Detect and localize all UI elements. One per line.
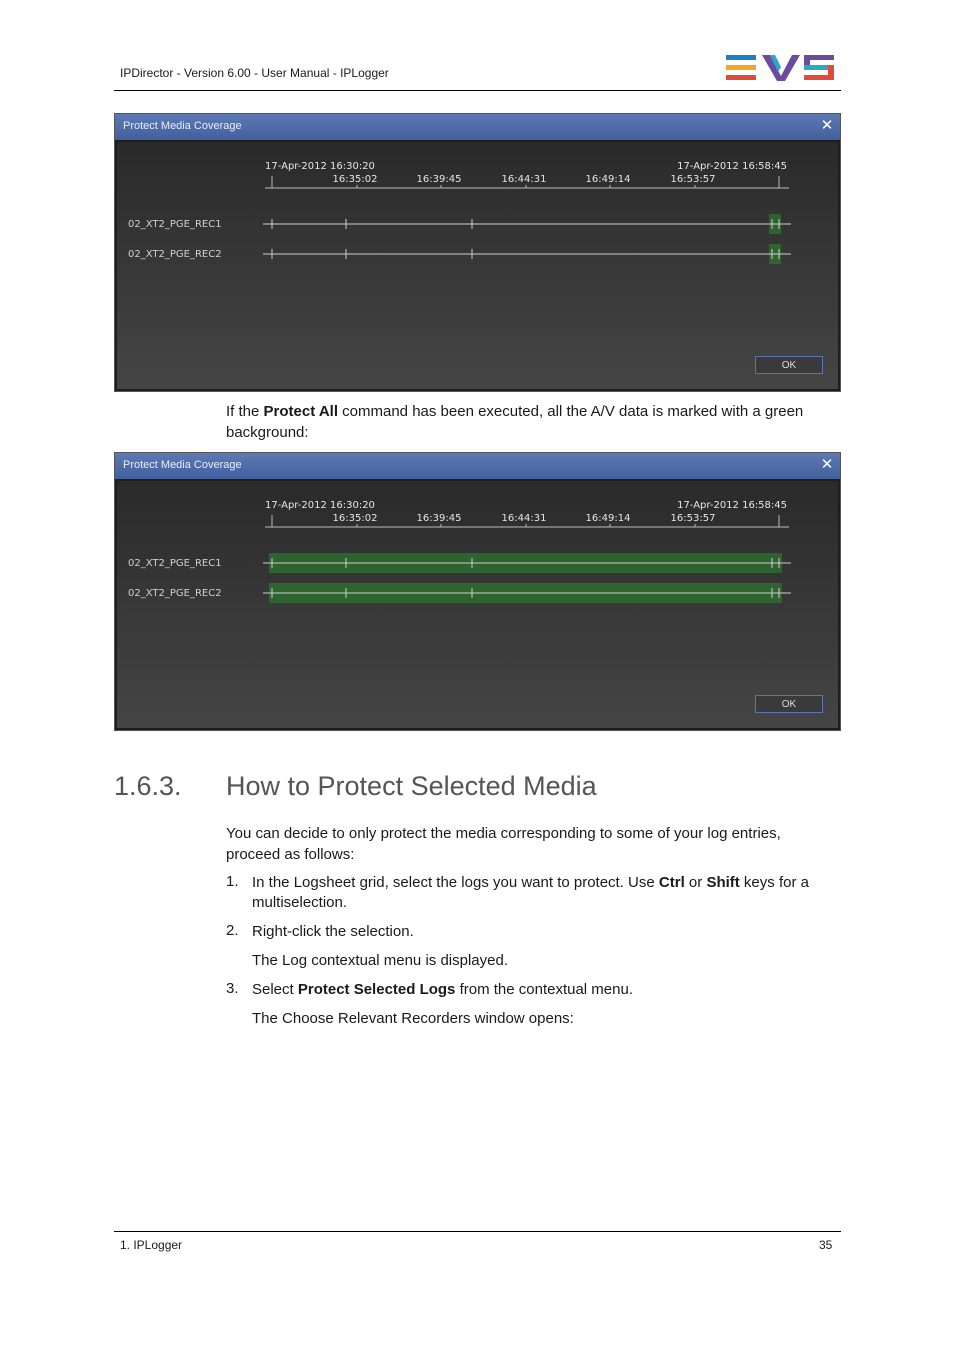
timeline-chart [117, 142, 840, 391]
section-number: 1.6.3. [114, 771, 182, 801]
timeline-tick-label: 16:35:02 [332, 513, 378, 524]
close-icon[interactable]: ✕ [820, 116, 834, 134]
timeline-chart [117, 481, 840, 730]
footer-page-number: 35 [819, 1238, 833, 1252]
timeline-tick-label: 16:44:31 [501, 513, 547, 524]
timeline-start-label: 17-Apr-2012 16:30:20 [265, 161, 375, 172]
step-text [252, 1009, 840, 1029]
window-body [117, 142, 838, 389]
header-rule [114, 90, 841, 91]
intro-paragraph: You can decide to only protect the media corresponding to some of your log entries, proceed as follows: [226, 825, 781, 863]
para-text: command has been executed, all the A/V data is marked with a green background: [226, 403, 804, 441]
window-titlebar [115, 114, 840, 140]
step-bold-text: Ctrl [658, 874, 685, 891]
step-plain-text: Right-click the selection. [252, 923, 414, 940]
step-plain-text: In the Logsheet grid, select the logs you want to protect. Use [252, 874, 659, 891]
timeline-end-label: 17-Apr-2012 16:58:45 [677, 500, 787, 511]
recorder-label: 02_XT2_PGE_REC2 [128, 588, 222, 599]
step-bold-text: Shift [706, 874, 740, 891]
timeline-tick-label: 16:39:45 [416, 174, 462, 185]
step-number: 2. [226, 922, 239, 939]
protect-all-paragraph [226, 401, 836, 443]
section-heading [114, 771, 597, 802]
step-number: 3. [226, 980, 239, 997]
evs-logo [726, 54, 834, 82]
protect-media-coverage-window-protected [114, 452, 841, 731]
window-body [117, 481, 838, 728]
timeline-tick-label: 16:35:02 [332, 174, 378, 185]
recorder-label: 02_XT2_PGE_REC1 [128, 558, 222, 569]
step-plain-text: or [684, 874, 707, 891]
recorder-label: 02_XT2_PGE_REC2 [128, 249, 222, 260]
step-plain-text: The Choose Relevant Recorders window opens: [252, 1010, 574, 1027]
step-plain-text: keys for a multiselection. [252, 874, 809, 911]
step-text [252, 951, 840, 971]
para-text: If the [226, 403, 264, 420]
window-title: Protect Media Coverage [123, 459, 242, 471]
timeline-start-label: 17-Apr-2012 16:30:20 [265, 500, 375, 511]
step-plain-text: from the contextual menu. [455, 981, 633, 998]
timeline-tick-label: 16:53:57 [670, 174, 716, 185]
timeline-tick-label: 16:39:45 [416, 513, 462, 524]
step-plain-text: Select [252, 981, 298, 998]
window-titlebar [115, 453, 840, 479]
step-number: 1. [226, 873, 239, 890]
timeline-tick-label: 16:49:14 [585, 174, 631, 185]
step-text [252, 922, 840, 942]
step-text [252, 873, 840, 913]
footer-chapter: 1. IPLogger [120, 1238, 183, 1252]
ok-button[interactable]: OK [755, 695, 823, 713]
protect-media-coverage-window [114, 113, 841, 392]
window-title: Protect Media Coverage [123, 120, 242, 132]
timeline-tick-label: 16:53:57 [670, 513, 716, 524]
timeline-tick-label: 16:44:31 [501, 174, 547, 185]
step-plain-text: The Log contextual menu is displayed. [252, 952, 508, 969]
timeline-end-label: 17-Apr-2012 16:58:45 [677, 161, 787, 172]
header-title: IPDirector - Version 6.00 - User Manual - IPLogger [120, 66, 389, 80]
para-bold: Protect All [263, 403, 338, 420]
timeline-tick-label: 16:49:14 [585, 513, 631, 524]
step-text [252, 980, 840, 1000]
footer-rule [114, 1231, 841, 1232]
close-icon[interactable]: ✕ [820, 455, 834, 473]
recorder-label: 02_XT2_PGE_REC1 [128, 219, 222, 230]
step-bold-text: Protect Selected Logs [297, 981, 456, 998]
ok-button[interactable]: OK [755, 356, 823, 374]
section-title: How to Protect Selected Media [226, 771, 597, 801]
